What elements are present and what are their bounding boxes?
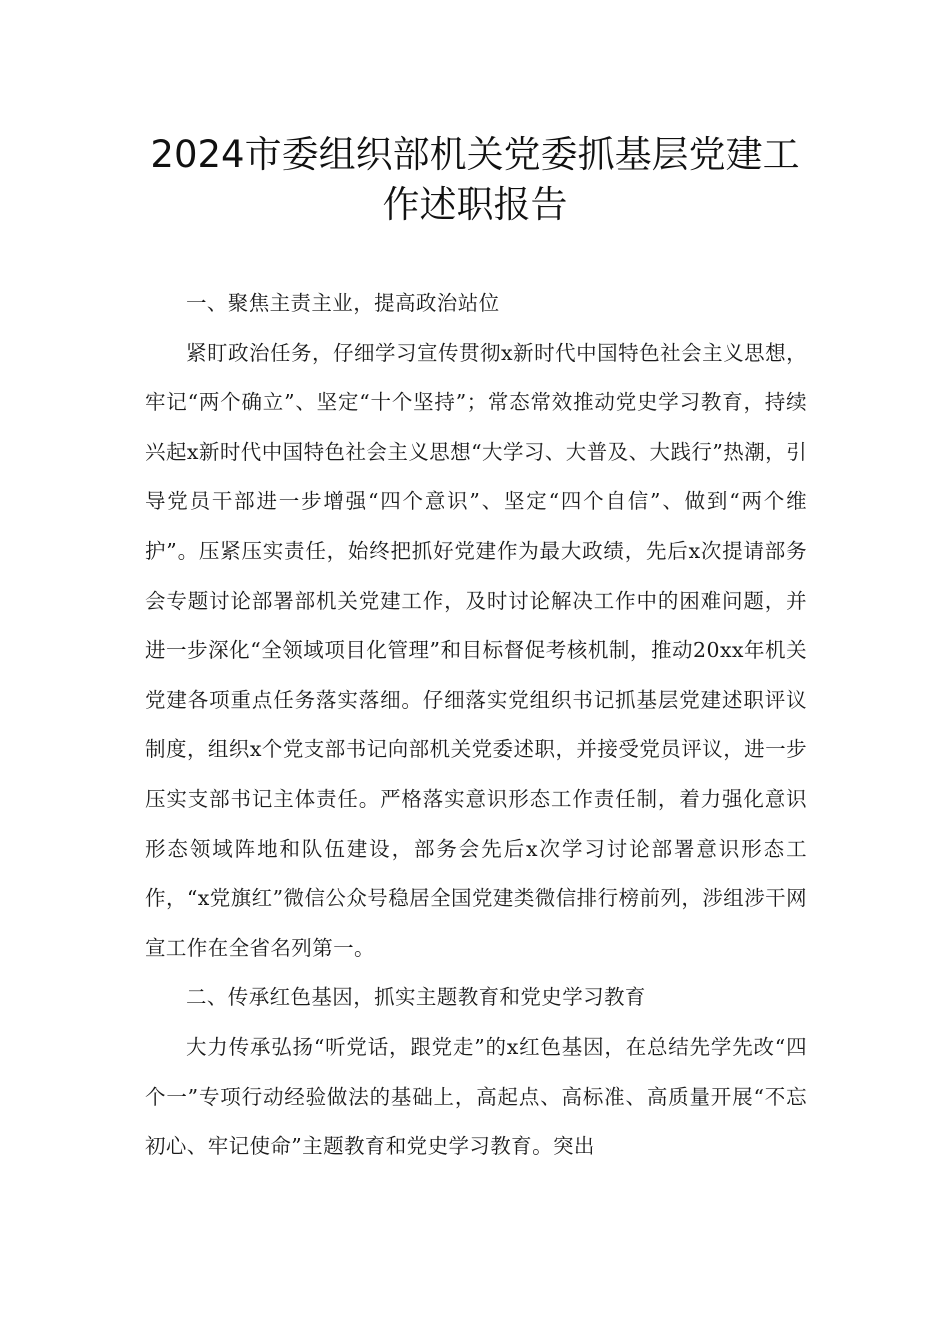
section-1-heading: 一、聚焦主责主业，提高政治站位 [186, 291, 500, 315]
title-line-1: 2024市委组织部机关党委抓基层党建工 [150, 133, 800, 176]
document-title [100, 130, 850, 230]
title-line-2: 作述职报告 [382, 183, 568, 226]
section-2-heading: 二、传承红色基因，抓实主题教育和党史学习教育 [186, 985, 646, 1010]
section-2-paragraph: 大力传承弘扬“听党话，跟党走”的x红色基因，在总结先学先改“四个一”专项行动经验做法的基础上，高起点、高标准、高质量开展“不忘初心、牢记使命”主题教育和党史学习教育。突出 [145, 1034, 807, 1159]
document-body [145, 279, 807, 1172]
section-1-paragraph: 紧盯政治任务，仔细学习宣传贯彻x新时代中国特色社会主义思想，牢记“两个确立”、坚定“十个坚持”；常态常效推动党史学习教育，持续兴起x新时代中国特色社会主义思想“大学习、大普及、大践行”热潮，引导党员干部进一步增强“四个意识”、坚定“四个自信”、做到“两个维护”。压紧压实责任，始终把抓好党建作为最大政绩，先后x次提请部务会专题讨论部署部机关党建工作，及时讨论解决工作中的困难问题，并进一步深化“全领域项目化管理”和目标督促考核机制，推动20xx年机关党建各项重点任务落实落细。仔细落实党组织书记抓基层党建述职评议制度，组织x个党支部书记向部机关党委述职，并接受党员评议，进一步压实支部书记主体责任。严格落实意识形态工作责任制，着力强化意识形态领域阵地和队伍建设，部务会先后x次学习讨论部署意识形态工作，“x党旗红”微信公众号稳居全国党建类微信排行榜前列，涉组涉干网宣工作在全省名列第一。 [145, 340, 807, 960]
